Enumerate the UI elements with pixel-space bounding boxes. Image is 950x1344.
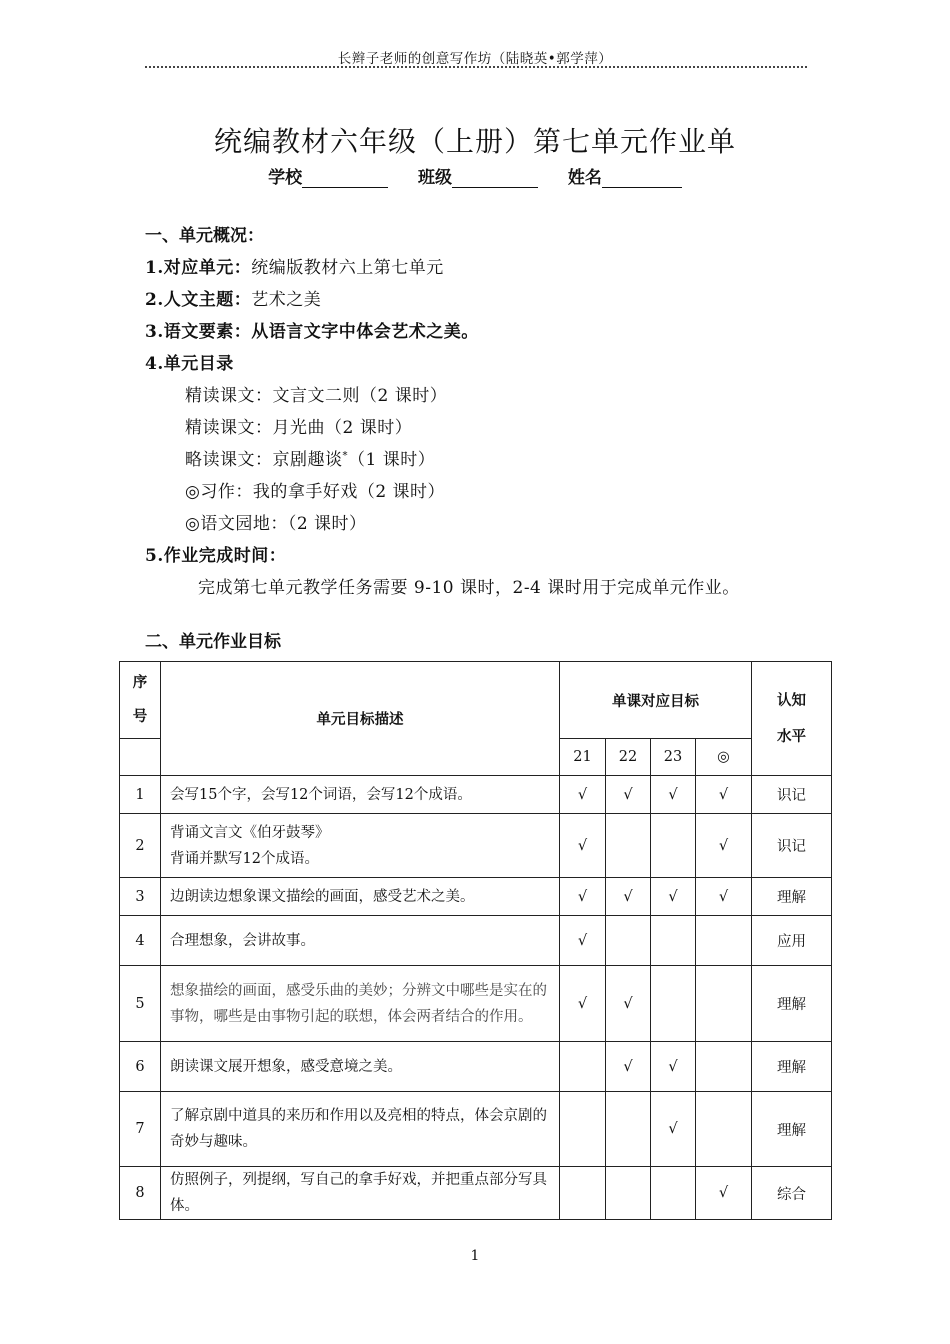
- table-row: [120, 878, 832, 916]
- overview-item-2: [145, 285, 321, 310]
- check-21: √: [560, 814, 606, 878]
- running-header: 长辫子老师的创意写作坊（陆晓英•郭学萍）: [337, 51, 613, 67]
- check-circle: √: [696, 814, 752, 878]
- row-level: 综合: [752, 1167, 832, 1220]
- item1-value: 统编版教材六上第七单元: [251, 258, 444, 278]
- catalog-item: [185, 445, 435, 470]
- catalog-item: ◎语文园地：（2 课时）: [185, 514, 367, 534]
- class-blank[interactable]: [452, 169, 538, 188]
- check-22: [606, 1167, 651, 1220]
- item3-label: 3.语文要素：: [145, 322, 252, 342]
- row-desc: 仿照例子，列提纲，写自己的拿手好戏，并把重点部分写具体。: [161, 1167, 560, 1220]
- header-no-blank: [120, 739, 161, 776]
- name-blank[interactable]: [602, 169, 682, 188]
- row-desc: 背诵文言文《伯牙鼓琴》 背诵并默写12个成语。: [161, 814, 560, 878]
- check-circle: [696, 966, 752, 1042]
- check-22: [606, 916, 651, 966]
- row-no: 7: [120, 1092, 161, 1167]
- table-row: [120, 776, 832, 814]
- check-23: [651, 814, 696, 878]
- row-desc: 想象描绘的画面，感受乐曲的美妙；分辨文中哪些是实在的事物，哪些是由事物引起的联想，体会两者结合的作用。: [161, 966, 560, 1042]
- row-level: 应用: [752, 916, 832, 966]
- lesson-23: 23: [651, 739, 696, 776]
- check-23: [651, 966, 696, 1042]
- header-divider: [145, 66, 807, 68]
- overview-item-4: 4.单元目录: [145, 354, 234, 374]
- school-label: 学校: [268, 168, 303, 188]
- row-desc: 朗读课文展开想象，感受意境之美。: [161, 1042, 560, 1092]
- row-desc: 边朗读边想象课文描绘的画面，感受艺术之美。: [161, 878, 560, 916]
- check-circle: [696, 1092, 752, 1167]
- table-row: [120, 916, 832, 966]
- lesson-circle: ◎: [696, 739, 752, 776]
- row-no: 4: [120, 916, 161, 966]
- class-label: 班级: [418, 168, 452, 188]
- item1-label: 1.对应单元：: [145, 258, 252, 278]
- row-no: 6: [120, 1042, 161, 1092]
- catalog-star: *: [342, 450, 348, 462]
- table-header-row: [120, 662, 832, 739]
- catalog-item: ◎习作：我的拿手好戏（2 课时）: [185, 482, 446, 502]
- check-23: √: [651, 776, 696, 814]
- check-21: √: [560, 776, 606, 814]
- check-22: √: [606, 878, 651, 916]
- check-22: √: [606, 966, 651, 1042]
- check-circle: √: [696, 1167, 752, 1220]
- catalog-item: 精读课文：文言文二则（2 课时）: [185, 386, 448, 406]
- check-23: √: [651, 878, 696, 916]
- catalog-item-tail: （1 课时）: [348, 450, 436, 470]
- check-circle: √: [696, 776, 752, 814]
- row-no: 8: [120, 1167, 161, 1220]
- check-21: √: [560, 966, 606, 1042]
- row-level: 识记: [752, 814, 832, 878]
- check-21: √: [560, 878, 606, 916]
- row-no: 3: [120, 878, 161, 916]
- header-no: 序 号: [120, 662, 161, 739]
- lesson-21: 21: [560, 739, 606, 776]
- table-row: [120, 1042, 832, 1092]
- header-level: 认知 水平: [752, 662, 832, 776]
- row-no: 2: [120, 814, 161, 878]
- section-heading-goals: 二、单元作业目标: [145, 632, 281, 652]
- overview-item-1: [145, 253, 444, 278]
- row-no: 5: [120, 966, 161, 1042]
- check-22: √: [606, 776, 651, 814]
- check-22: [606, 1092, 651, 1167]
- name-label: 姓名: [567, 168, 602, 188]
- school-blank[interactable]: [302, 169, 388, 188]
- overview-item-5: 5.作业完成时间：: [145, 546, 287, 566]
- row-desc: 会写15个字，会写12个词语，会写12个成语。: [161, 776, 560, 814]
- header-lesson-goals: 单课对应目标: [560, 662, 752, 739]
- check-circle: [696, 1042, 752, 1092]
- check-23: √: [651, 1042, 696, 1092]
- check-23: √: [651, 1092, 696, 1167]
- lesson-22: 22: [606, 739, 651, 776]
- check-22: [606, 814, 651, 878]
- check-22: √: [606, 1042, 651, 1092]
- overview-item-3: [145, 317, 479, 342]
- check-21: [560, 1042, 606, 1092]
- table-row: [120, 1167, 832, 1220]
- row-no: 1: [120, 776, 161, 814]
- check-23: [651, 1167, 696, 1220]
- table-row: [120, 1092, 832, 1167]
- item2-value: 艺术之美: [251, 290, 322, 310]
- page-number: 1: [470, 1248, 480, 1264]
- catalog-item-text: 略读课文：京剧趣谈: [185, 450, 343, 470]
- catalog-item: 精读课文：月光曲（2 课时）: [185, 418, 413, 438]
- table-row: [120, 814, 832, 878]
- check-21: √: [560, 916, 606, 966]
- student-info-line: [0, 163, 950, 188]
- section-heading-overview: 一、单元概况：: [145, 226, 264, 246]
- item2-label: 2.人文主题：: [145, 290, 252, 310]
- row-level: 理解: [752, 1092, 832, 1167]
- goals-table: [119, 661, 832, 1220]
- check-circle: [696, 916, 752, 966]
- row-level: 理解: [752, 878, 832, 916]
- check-21: [560, 1167, 606, 1220]
- row-level: 理解: [752, 966, 832, 1042]
- row-desc: 了解京剧中道具的来历和作用以及亮相的特点，体会京剧的奇妙与趣味。: [161, 1092, 560, 1167]
- item3-value: 从语言文字中体会艺术之美。: [251, 322, 479, 342]
- row-desc: 合理想象，会讲故事。: [161, 916, 560, 966]
- completion-time-text: 完成第七单元教学任务需要 9-10 课时，2-4 课时用于完成单元作业。: [198, 578, 740, 598]
- check-circle: √: [696, 878, 752, 916]
- page-title: 统编教材六年级（上册）第七单元作业单: [213, 125, 736, 158]
- check-23: [651, 916, 696, 966]
- row-level: 识记: [752, 776, 832, 814]
- check-21: [560, 1092, 606, 1167]
- header-description: 单元目标描述: [161, 662, 560, 776]
- table-row: [120, 966, 832, 1042]
- row-level: 理解: [752, 1042, 832, 1092]
